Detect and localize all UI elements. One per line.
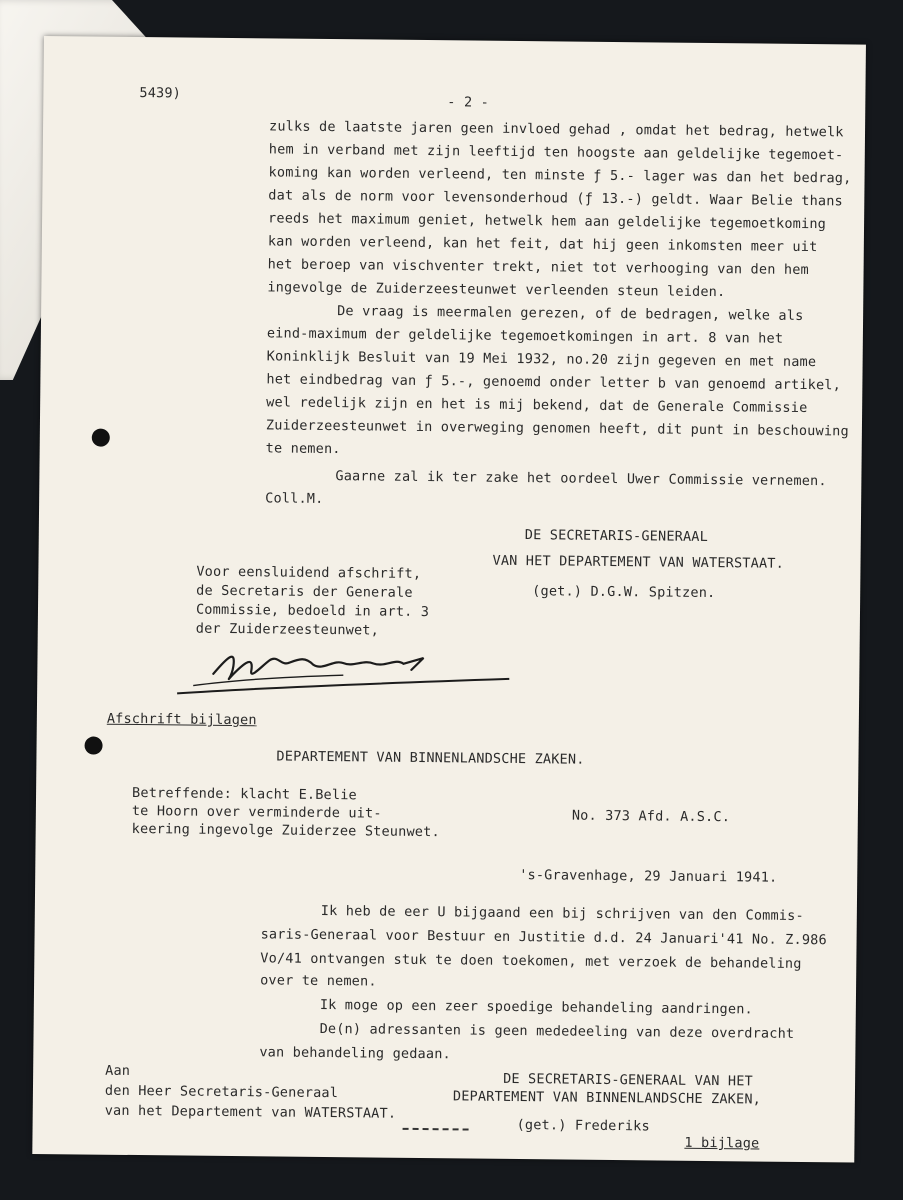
letter-line: De(n) adressanten is geen mededeeling van deze overdracht [319,1020,795,1042]
addressee-line: den Heer Secretaris-Generaal [104,1082,339,1102]
signatory-title: VAN HET DEPARTEMENT VAN WATERSTAAT. [492,552,785,572]
addressee-line: van het Departement van WATERSTAAT. [104,1102,397,1122]
letter-line: Ik heb de eer U bijgaand een bij schrijven van den Commis- [320,902,804,925]
body-line: Gaarne zal ik ter zake het oordeel Uwer Commissie vernemen. [335,468,827,490]
body-line: De vraag is meermalen gerezen, of de bedragen, welke als [337,303,804,324]
letter-line: van behandeling gedaan. [259,1044,451,1063]
letter-line: over te nemen. [260,972,377,990]
body-line: zulks de laatste jaren geen invloed gehad , omdat het bedrag, hetwelk [268,118,844,141]
body-line: het beroep van vischventer trekt, niet tot verhooging van den hem [267,256,809,279]
body-line: ingevolge de Zuiderzeesteunwet verleenden steun leiden. [267,279,726,301]
signatory-signed: (get.) Frederiks [516,1117,650,1135]
letter-line: saris-Generaal voor Bestuur en Justitie d.d. 24 Januari'41 No. Z.986 [260,926,827,949]
certification-line: der Zuiderzeesteunwet, [195,620,380,639]
signatory-title: DE SECRETARIS-GENERAAL VAN HET [503,1070,754,1090]
body-line: eind-maximum der geldelijke tegemoetkomingen in art. 8 van het [266,325,784,347]
margin-reference: 5439) [139,85,182,102]
reference-number: No. 373 Afd. A.S.C. [571,807,731,826]
handwritten-signature [173,635,514,709]
department-heading: DEPARTEMENT VAN BINNENLANDSCHE ZAKEN. [276,748,585,768]
body-line: Zuiderzeesteunwet in overweging genomen heeft, dit punt in beschouwing [265,417,849,440]
enclosure-count: 1 bijlage [684,1134,760,1152]
signatory-title: DE SECRETARIS-GENERAAL [524,527,709,545]
addressee-line: Aan [105,1062,131,1079]
body-line: dat als de norm voor levensonderhoud (ƒ 13.-) geldt. Waar Belie thans [268,187,844,210]
body-line: het eindbedrag van ƒ 5.-, genoemd onder letter b van genoemd artikel, [266,371,842,394]
certification-line: Commissie, bedoeld in art. 3 [195,601,430,621]
body-line: Koninklijk Besluit van 19 Mei 1932, no.20 zijn gegeven en met name [266,348,817,371]
body-line: te nemen. [265,440,341,458]
page-number: - 2 - [447,94,490,111]
letter-line: Vo/41 ontvangen stuk te doen toekomen, met verzoek de behandeling [260,950,802,972]
certification-line: Voor eensluidend afschrift, [196,563,422,582]
signatory-title: DEPARTEMENT VAN BINNENLANDSCHE ZAKEN, [452,1088,762,1108]
punch-hole-bottom [84,736,102,754]
letter-line: Ik moge op een zeer spoedige behandeling aandringen. [319,996,753,1018]
dashed-divider [403,1128,469,1131]
subject-line: keering ingevolge Zuiderzee Steunwet. [131,820,440,841]
subject-line: Betreffende: klacht E.Belie [131,784,358,804]
place-date: 's-Gravenhage, 29 Januari 1941. [519,867,778,886]
body-line: kan worden verleend, kan het feit, dat hij geen inkomsten meer uit [267,233,818,256]
punch-hole-top [92,429,110,447]
certification-line: de Secretaris der Generale [196,582,413,601]
body-line: wel redelijk zijn en het is mij bekend, dat de Generale Commissie [266,394,808,417]
body-line: hem in verband met zijn leeftijd ten hoogste aan geldelijke tegemoet- [268,141,844,164]
copy-heading: Afschrift bijlagen [106,710,257,729]
body-line: Coll.M. [265,490,324,507]
body-line: reeds het maximum geniet, hetwelk hem aan geldelijke tegemoetkoming [268,210,827,233]
body-line: koming kan worden verleend, ten minste ƒ 5.- lager was dan het bedrag, [268,164,852,187]
subject-line: te Hoorn over verminderde uit- [131,802,382,822]
document-page [32,36,866,1163]
signatory-signed: (get.) D.G.W. Spitzen. [532,583,716,602]
